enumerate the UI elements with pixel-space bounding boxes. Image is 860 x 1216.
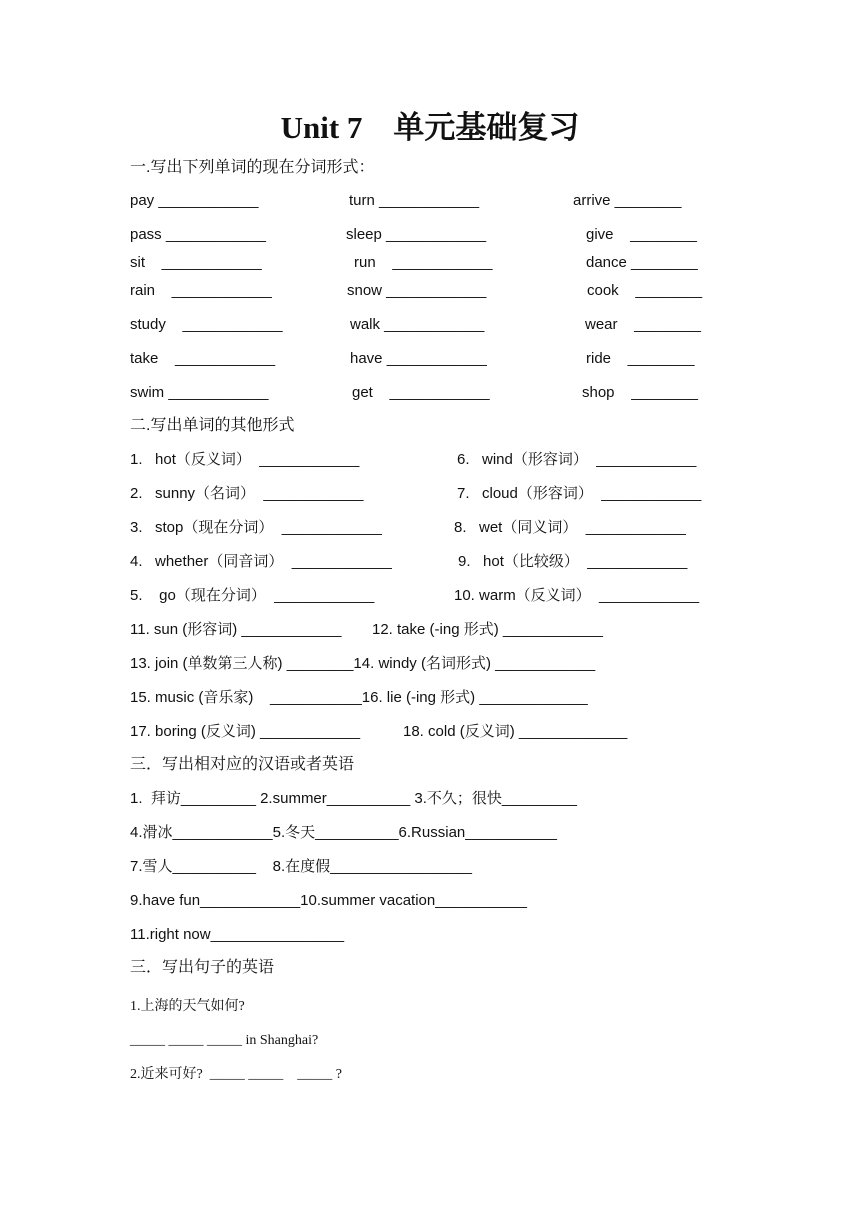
s1-item: sit ____________: [130, 254, 262, 271]
s1-item: ride ________: [586, 350, 695, 367]
page-title: Unit 7 单元基础复习: [280, 110, 580, 145]
s3-line: 4.滑冰____________5.冬天__________6.Russian___________: [130, 824, 558, 841]
s2-item: 2. sunny（名词） ____________: [130, 485, 364, 502]
s1-item: swim ____________: [130, 384, 269, 401]
s2-item: 11. sun (形容词) ____________: [130, 621, 342, 638]
s2-item: 13. join (单数第三人称) ________14. windy (名词形式) ____________: [130, 655, 596, 672]
s3-line: 11.right now________________: [130, 926, 345, 943]
s2-item: 12. take (-ing 形式) ____________: [372, 621, 603, 638]
s2-item: 1. hot（反义词） ____________: [130, 451, 360, 468]
s3-line: 9.have fun____________10.summer vacation___________: [130, 892, 527, 909]
s1-item: get ____________: [352, 384, 490, 401]
s3-line: 7.雪人__________ 8.在度假_________________: [130, 858, 472, 875]
section1-heading: 一.写出下列单词的现在分词形式：: [130, 159, 375, 176]
s1-item: study ____________: [130, 316, 283, 333]
s4-question-2: 2.近来可好? _____ _____ _____ ?: [130, 1067, 342, 1082]
s2-item: 18. cold (反义词) _____________: [403, 723, 628, 740]
s1-item: give ________: [586, 226, 697, 243]
s1-item: wear ________: [585, 316, 701, 333]
s2-item: 7. cloud（形容词） ____________: [457, 485, 702, 502]
s2-item: 6. wind（形容词） ____________: [457, 451, 697, 468]
section3-heading: 三．写出相对应的汉语或者英语: [130, 756, 355, 773]
s2-item: 5. go（现在分词） ____________: [130, 587, 375, 604]
s1-item: rain ____________: [130, 282, 272, 299]
s1-item: have ____________: [350, 350, 487, 367]
s1-item: turn ____________: [349, 192, 480, 209]
s1-item: arrive ________: [573, 192, 682, 209]
s1-item: shop ________: [582, 384, 698, 401]
s1-item: snow ____________: [347, 282, 487, 299]
s2-item: 3. stop（现在分词） ____________: [130, 519, 382, 536]
s1-item: pay ____________: [130, 192, 259, 209]
s1-item: take ____________: [130, 350, 276, 367]
section4-heading: 三．写出句子的英语: [130, 959, 275, 976]
s2-item: 17. boring (反义词) ____________: [130, 723, 361, 740]
s2-item: 9. hot（比较级） ____________: [458, 553, 688, 570]
s1-item: run ____________: [354, 254, 493, 271]
s1-item: pass ____________: [130, 226, 266, 243]
s3-line: 1. 拜访_________ 2.summer__________ 3.不久；很快_________: [130, 790, 577, 807]
s2-item: 15. music (音乐家) ___________16. lie (-ing 形式) _____________: [130, 689, 588, 706]
s4-question-1: 1.上海的天气如何?: [130, 999, 245, 1014]
s1-item: dance ________: [586, 254, 698, 271]
s1-item: cook ________: [587, 282, 703, 299]
s1-item: sleep ____________: [346, 226, 487, 243]
s2-item: 10. warm（反义词） ____________: [454, 587, 700, 604]
s4-answer-1: _____ _____ _____ in Shanghai?: [130, 1033, 319, 1048]
s1-item: walk ____________: [350, 316, 485, 333]
s2-item: 8. wet（同义词） ____________: [454, 519, 686, 536]
section2-heading: 二.写出单词的其他形式: [130, 417, 295, 434]
s2-item: 4. whether（同音词） ____________: [130, 553, 392, 570]
